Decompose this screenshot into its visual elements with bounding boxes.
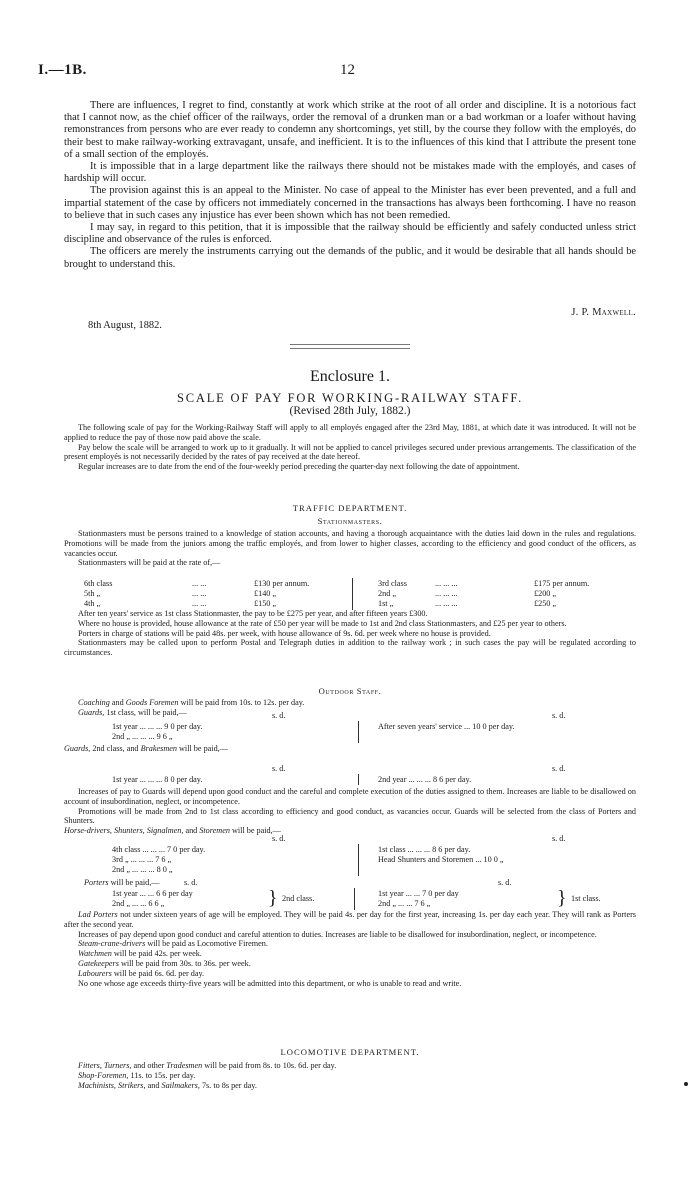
label-shop-foremen: Shop-Foremen, bbox=[78, 1070, 129, 1080]
porters-class-label: 1st class. bbox=[571, 894, 601, 903]
horse-3rd: 3rd „ ... ... ... 7 6 „ bbox=[112, 855, 172, 864]
rate-dots: ... ... bbox=[192, 579, 207, 588]
porters-2nd-year-right: 2nd „ ... ... 7 6 „ bbox=[378, 899, 431, 908]
rate-amount: £150 „ bbox=[254, 599, 277, 608]
table-divider bbox=[354, 888, 355, 910]
letter-paragraph: It is impossible that in a large department like the railways there should not be mistakes made with the employés, and cases of hardship will occur. bbox=[64, 161, 636, 185]
guards-notes: Increases of pay to Guards will depend upon good conduct and the careful and complete execution of the duties assigned to them. Increases are liable to be disallowed on account of insubordination, neglect, or incompetence. Promotions will be made from 2nd to 1st class according to efficiency and good conduct, as vacancies occur. Guards will be selected from the class of Porters and Shunters. Horse-drivers, Shunters, Signalmen, and Storemen will be paid,— bbox=[64, 787, 636, 836]
stationmaster-notes bbox=[64, 609, 636, 658]
letter-paragraph: The officers are merely the instruments carrying out the demands of the public, and it would be desirable that all hands should be brought to understand this. bbox=[64, 246, 636, 270]
guards2-1st-year: 1st year ... ... ... 8 0 per day. bbox=[112, 775, 203, 784]
signature: J. P. Maxwell. bbox=[571, 307, 636, 318]
sd-header: s. d. bbox=[272, 764, 286, 773]
letter-date: 8th August, 1882. bbox=[88, 320, 162, 331]
outdoor-staff-heading: Outdoor Staff. bbox=[318, 686, 382, 696]
intro-paragraph: Regular increases are to date from the end of the four-weekly period preceding the quarter-day next following the date of appointment. bbox=[78, 462, 520, 472]
rate-amount: £250 „ bbox=[534, 599, 557, 608]
porters-intro: Porters will be paid,— bbox=[84, 878, 160, 887]
label-coaching: Coaching bbox=[78, 698, 110, 707]
note-paragraph: Stationmasters may be called upon to perform Postal and Telegraph duties in addition to the railway work ; in such cases the pay will be regulated according to circumstances. bbox=[64, 638, 636, 658]
horse-1st: 1st class ... ... ... 8 6 per day. bbox=[378, 845, 471, 854]
rate-dots: ... ... ... bbox=[435, 599, 458, 608]
head-shunters: Head Shunters and Storemen ... 10 0 „ bbox=[378, 855, 504, 864]
note-paragraph: Porters in charge of stations will be paid 48s. per week, with house allowance of 9s. 6d. per week where no house is provided. bbox=[78, 628, 491, 638]
guards-2nd-class: Guards, 2nd class, and Brakesmen will be paid,— bbox=[64, 744, 228, 753]
note-paragraph: Where no house is provided, house allowance at the rate of £50 per year will be made to 1st and 2nd class Stationmasters, and £25 per year to others. bbox=[78, 618, 567, 628]
horse-2nd: 2nd „ ... ... ... 8 0 „ bbox=[112, 865, 173, 874]
locomotive-text: Fitters, Turners, and other Tradesmen will be paid from 8s. to 10s. 6d. per day. Shop-Foremen, 11s. to 15s. per day. Machinists, Strikers, and Sailmakers, 7s. to 8s per day. bbox=[78, 1061, 337, 1090]
label-guards: Guards, bbox=[78, 707, 105, 717]
guards-2nd-year: 2nd „ ... ... ... 9 6 „ bbox=[112, 732, 173, 741]
rate-amount: £200 „ bbox=[534, 589, 557, 598]
stationmasters-paragraph: Stationmasters must be persons trained to a knowledge of station accounts, and having a thorough acquaintance with the duties laid down in the rules and regulations. Promotions will be made from the juniors among the traffic employés, and from lower to higher classes, according to the efficiency and good conduct of the officers, as vacancies occur. bbox=[64, 529, 636, 558]
label-lad-porters: Lad Porters bbox=[78, 910, 118, 919]
label-steam-crane: Steam-crane-drivers bbox=[78, 939, 146, 949]
stationmasters-text bbox=[64, 529, 636, 568]
rate-dots: ... ... ... bbox=[435, 579, 458, 588]
brace: } bbox=[268, 887, 278, 909]
intro-paragraph: The following scale of pay for the Working-Railway Staff will apply to all employés engaged after the 23rd May, 1881, at which date it was introduced. It will not be applied to reduce the pay of those now paid above the scale. bbox=[64, 423, 636, 442]
intro-text bbox=[64, 423, 636, 472]
label-storemen: Storemen bbox=[199, 826, 230, 836]
section-divider bbox=[290, 344, 410, 349]
label-sailmakers: Sailmakers, bbox=[161, 1080, 200, 1090]
porters-2nd-year: 2nd „ ... ... 6 6 „ bbox=[112, 899, 165, 908]
rate-amount: £175 per annum. bbox=[534, 579, 590, 588]
label-watchmen: Watchmen bbox=[78, 949, 112, 959]
rate-amount: £130 per annum. bbox=[254, 579, 310, 588]
traffic-heading: TRAFFIC DEPARTMENT. bbox=[292, 503, 408, 513]
label-horse-drivers: Horse-drivers, Shunters, Signalmen, bbox=[64, 826, 184, 836]
rate-intro: Stationmasters will be paid at the rate of,— bbox=[78, 558, 221, 568]
guards2-2nd-year: 2nd year ... ... ... 8 6 per day. bbox=[378, 775, 472, 784]
letter-paragraph: I may say, in regard to this petition, that it is impossible that the railway should be efficiently and safely conducted unless strict discipline and observance of the rules is enforced. bbox=[64, 222, 636, 246]
porters-1st-year-right: 1st year ... ... 7 0 per day bbox=[378, 889, 459, 898]
rate-class: 4th „ bbox=[84, 599, 101, 608]
scale-heading: SCALE OF PAY FOR WORKING-RAILWAY STAFF. bbox=[176, 391, 524, 405]
sd-header: s. d. bbox=[552, 711, 566, 720]
porters-1st-year: 1st year ... ... 6 6 per day bbox=[112, 889, 193, 898]
intro-paragraph: Pay below the scale will be arranged to work up to it gradually. It will not be applied to cancel privileges secured under previous arrangements. The classification of the present employés is not necessarily decided by the rates of pay received at the date hereof. bbox=[64, 442, 636, 462]
revised-date: (Revised 28th July, 1882.) bbox=[289, 405, 411, 417]
label-brakesmen: Brakesmen bbox=[140, 744, 177, 753]
label-labourers: Labourers bbox=[78, 968, 112, 978]
document-reference: I.—1B. bbox=[38, 62, 87, 78]
label-goods-foremen: Goods Foremen bbox=[125, 698, 179, 707]
sd-header: s. d. bbox=[498, 878, 512, 887]
rate-dots: ... ... bbox=[192, 599, 207, 608]
letter-paragraph: There are influences, I regret to find, constantly at work which strike at the root of all order and discipline. It is a notorious fact that I cannot now, as the chief officer of the railways, order the removal of a drunken man or a bad workman or a loafer without having remonstrances from persons who are ever ready to condemn any shortcomings, yet still, by the course they follow with the employés, do their best to make railway-working extravagant, unsafe, and inefficient. It is to the influences of this kind that I attribute the present tone of a small section of the employés. bbox=[64, 100, 636, 160]
sd-header: s. d. bbox=[552, 764, 566, 773]
rate-dots: ... ... ... bbox=[435, 589, 458, 598]
table-divider bbox=[358, 774, 359, 785]
page-number: 12 bbox=[340, 62, 355, 78]
locomotive-heading: LOCOMOTIVE DEPARTMENT. bbox=[280, 1047, 420, 1057]
porters-notes: Lad Porters not under sixteen years of age will be employed. They will be paid 4s. per day for the first year, increasing 1s. per day each year. They will rank as Porters after the second year. Increases of pay depend upon good conduct and careful attention to duties. Increases are liable to be disallowed for insubordination, neglect, or incompetence. Steam-crane-drivers will be paid as Locomotive Firemen. Watchmen will be paid 42s. per week. Gatekeepers will be paid from 30s. to 36s. per week. Labourers will be paid 6s. 6d. per day. No one whose age exceeds thirty-five years will be admitted into this department, or who is unable to read and write. bbox=[64, 910, 636, 988]
sd-header: s. d. bbox=[552, 834, 566, 843]
label-fitters: Fitters, Turners, bbox=[78, 1061, 132, 1070]
letter-body bbox=[64, 100, 636, 271]
rate-class: 2nd „ bbox=[378, 589, 396, 598]
table-divider bbox=[358, 721, 359, 743]
note-paragraph: After ten years' service as 1st class Stationmaster, the pay to be £275 per year, and after fifteen years £300. bbox=[78, 609, 428, 618]
rate-class: 3rd class bbox=[378, 579, 407, 588]
table-divider bbox=[352, 578, 353, 610]
rate-amount: £140 „ bbox=[254, 589, 277, 598]
sd-header: s. d. bbox=[272, 834, 286, 843]
margin-mark bbox=[684, 1082, 688, 1086]
sd-header: s. d. bbox=[272, 711, 286, 720]
sd-header: s. d. bbox=[184, 878, 198, 887]
rate-class: 6th class bbox=[84, 579, 113, 588]
rate-class: 5th „ bbox=[84, 589, 101, 598]
enclosure-title: Enclosure 1. bbox=[310, 368, 390, 385]
stationmasters-heading: Stationmasters. bbox=[317, 516, 383, 526]
guards-after-seven: After seven years' service ... 10 0 per day. bbox=[378, 722, 515, 731]
outdoor-coaching: Coaching and Goods Foremen will be paid from 10s. to 12s. per day. Guards, 1st class, will be paid,— bbox=[78, 698, 305, 717]
brace: } bbox=[557, 887, 567, 909]
label-tradesmen: Tradesmen bbox=[166, 1061, 203, 1070]
horse-4th: 4th class ... ... ... 7 0 per day. bbox=[112, 845, 206, 854]
rate-dots: ... ... bbox=[192, 589, 207, 598]
label-porters: Porters bbox=[84, 878, 109, 887]
letter-paragraph: The provision against this is an appeal to the Minister. No case of appeal to the Minister has ever been prevented, and a full and impartial statement of the case by officers not immediately concerned in the transactions has always been forthcoming. I have no reason to believe that in such cases any injustice has ever been shown which has not been remedied. bbox=[64, 185, 636, 221]
table-divider bbox=[358, 844, 359, 876]
label-gatekeepers: Gatekeepers bbox=[78, 958, 119, 968]
porters-class-label: 2nd class. bbox=[282, 894, 315, 903]
guards-1st-year: 1st year ... ... ... 9 0 per day. bbox=[112, 722, 203, 731]
label-machinists: Machinists, Strikers, bbox=[78, 1080, 146, 1090]
rate-class: 1st „ bbox=[378, 599, 394, 608]
